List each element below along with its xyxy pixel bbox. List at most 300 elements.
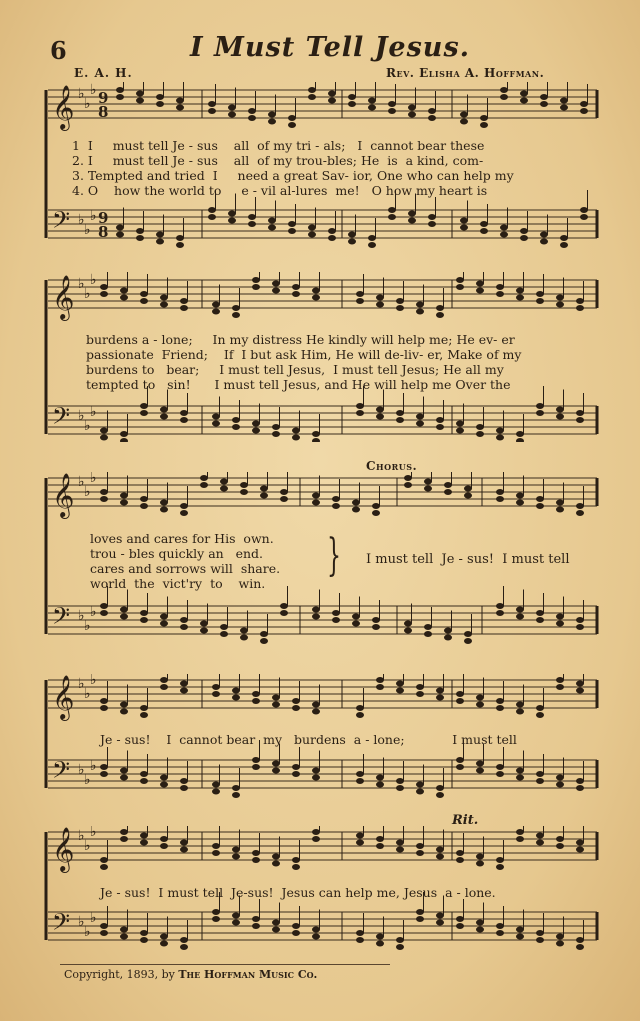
note-head — [500, 225, 508, 231]
note-head — [476, 768, 484, 774]
note-head — [100, 698, 108, 704]
note-head — [140, 930, 148, 936]
note-head — [312, 702, 320, 708]
note-head — [140, 403, 148, 409]
note-head — [308, 87, 316, 93]
note-head — [580, 214, 588, 220]
note-head — [576, 840, 584, 846]
note-head — [308, 232, 316, 238]
note-head — [176, 98, 184, 104]
note-head — [208, 207, 216, 213]
note-head — [140, 617, 148, 623]
note-head — [372, 503, 380, 509]
note-head — [180, 840, 188, 846]
note-head — [536, 930, 544, 936]
note-head — [464, 631, 472, 637]
note-head — [536, 705, 544, 711]
note-head — [160, 836, 168, 842]
note-head — [292, 698, 300, 704]
note-head — [516, 702, 524, 708]
note-head — [328, 98, 336, 104]
note-head — [212, 302, 220, 308]
note-head — [100, 705, 108, 711]
note-head — [536, 503, 544, 509]
note-head — [556, 302, 564, 308]
note-head — [436, 688, 444, 694]
note-head — [252, 284, 260, 290]
note-head — [180, 417, 188, 423]
treble-clef-icon: 𝄞 — [52, 473, 75, 517]
note-head — [436, 913, 444, 919]
flat-sign-icon: ♭ — [90, 674, 97, 688]
note-head — [136, 235, 144, 241]
note-head — [476, 861, 484, 867]
note-head — [140, 778, 148, 784]
note-head — [308, 225, 316, 231]
note-head — [100, 603, 108, 609]
note-head — [268, 119, 276, 125]
note-head — [480, 122, 488, 128]
flat-sign-icon: ♭ — [78, 676, 85, 692]
note-head — [376, 934, 384, 940]
note-head — [560, 105, 568, 111]
note-head — [176, 105, 184, 111]
music-system-4 — [42, 674, 602, 804]
note-head — [460, 218, 468, 224]
note-head — [252, 277, 260, 283]
note-head — [140, 496, 148, 502]
note-head — [272, 761, 280, 767]
note-head — [560, 242, 568, 248]
note-head — [376, 775, 384, 781]
note-head — [436, 847, 444, 853]
note-head — [180, 624, 188, 630]
note-head — [476, 854, 484, 860]
note-head — [576, 688, 584, 694]
note-head — [436, 792, 444, 798]
note-head — [180, 617, 188, 623]
note-head — [280, 603, 288, 609]
note-head — [252, 764, 260, 770]
note-head — [180, 681, 188, 687]
note-head — [156, 101, 164, 107]
note-head — [456, 428, 464, 434]
note-head — [332, 610, 340, 616]
note-head — [408, 105, 416, 111]
note-head — [516, 288, 524, 294]
note-head — [424, 486, 432, 492]
note-head — [456, 764, 464, 770]
note-head — [424, 479, 432, 485]
note-head — [252, 850, 260, 856]
note-head — [580, 101, 588, 107]
note-head — [556, 934, 564, 940]
note-head — [464, 638, 472, 644]
note-head — [176, 235, 184, 241]
note-head — [120, 829, 128, 835]
note-head — [464, 486, 472, 492]
composer-credit: Rev. Elisha A. Hoffman. — [386, 66, 545, 80]
note-head — [100, 610, 108, 616]
note-head — [312, 836, 320, 842]
note-head — [120, 500, 128, 506]
note-head — [160, 614, 168, 620]
note-head — [576, 298, 584, 304]
chorus-label: Chorus. — [366, 459, 418, 473]
note-head — [212, 309, 220, 315]
note-head — [160, 621, 168, 627]
note-head — [476, 424, 484, 430]
note-head — [396, 937, 404, 943]
note-head — [232, 305, 240, 311]
flat-sign-icon: ♭ — [84, 838, 91, 854]
note-head — [496, 489, 504, 495]
note-head — [496, 771, 504, 777]
note-head — [312, 438, 320, 442]
note-head — [556, 614, 564, 620]
note-head — [200, 621, 208, 627]
note-head — [328, 235, 336, 241]
note-head — [232, 688, 240, 694]
note-head — [480, 115, 488, 121]
note-head — [396, 847, 404, 853]
note-head — [540, 239, 548, 245]
note-head — [496, 603, 504, 609]
note-head — [580, 108, 588, 114]
note-head — [540, 232, 548, 238]
note-head — [496, 930, 504, 936]
note-head — [268, 218, 276, 224]
note-head — [500, 94, 508, 100]
note-head — [388, 207, 396, 213]
note-head — [536, 291, 544, 297]
bass-clef-icon: 𝄢 — [52, 756, 71, 789]
note-head — [368, 235, 376, 241]
note-head — [252, 428, 260, 434]
flat-sign-icon: ♭ — [78, 608, 85, 624]
note-head — [520, 98, 528, 104]
flat-sign-icon: ♭ — [84, 924, 91, 940]
flat-sign-icon: ♭ — [78, 212, 85, 228]
note-head — [312, 934, 320, 940]
note-head — [180, 298, 188, 304]
note-head — [376, 295, 384, 301]
note-head — [212, 684, 220, 690]
note-head — [476, 288, 484, 294]
note-head — [160, 684, 168, 690]
note-head — [120, 709, 128, 715]
time-signature: 9 — [98, 89, 109, 107]
note-head — [120, 288, 128, 294]
note-head — [404, 482, 412, 488]
note-head — [496, 705, 504, 711]
note-head — [332, 617, 340, 623]
note-head — [228, 218, 236, 224]
note-head — [212, 850, 220, 856]
note-head — [252, 421, 260, 427]
note-head — [444, 482, 452, 488]
time-signature: 8 — [98, 103, 109, 121]
note-head — [536, 840, 544, 846]
note-head — [456, 421, 464, 427]
chorus-lyrics: I must tell Je - sus! I must tell — [366, 552, 570, 567]
note-head — [100, 930, 108, 936]
note-head — [556, 684, 564, 690]
note-head — [260, 631, 268, 637]
note-head — [464, 493, 472, 499]
note-head — [444, 628, 452, 634]
note-head — [352, 614, 360, 620]
note-head — [352, 621, 360, 627]
note-head — [272, 281, 280, 287]
note-head — [476, 761, 484, 767]
note-head — [536, 617, 544, 623]
note-head — [160, 843, 168, 849]
note-head — [428, 214, 436, 220]
note-head — [456, 698, 464, 704]
note-head — [396, 785, 404, 791]
note-head — [240, 635, 248, 641]
note-head — [348, 232, 356, 238]
note-head — [516, 768, 524, 774]
note-head — [120, 934, 128, 940]
note-head — [100, 291, 108, 297]
note-head — [396, 417, 404, 423]
note-head — [404, 475, 412, 481]
note-head — [456, 284, 464, 290]
note-head — [576, 305, 584, 311]
note-head — [476, 431, 484, 437]
note-head — [220, 624, 228, 630]
note-head — [232, 695, 240, 701]
note-head — [456, 857, 464, 863]
note-head — [496, 857, 504, 863]
flat-sign-icon: ♭ — [84, 96, 91, 112]
note-head — [180, 305, 188, 311]
note-head — [436, 424, 444, 430]
note-head — [212, 414, 220, 420]
note-head — [272, 768, 280, 774]
note-head — [376, 941, 384, 947]
note-head — [272, 854, 280, 860]
note-head — [576, 617, 584, 623]
note-head — [436, 920, 444, 926]
note-head — [120, 493, 128, 499]
note-head — [404, 628, 412, 634]
note-head — [312, 709, 320, 715]
note-head — [308, 94, 316, 100]
note-head — [556, 782, 564, 788]
flat-sign-icon: ♭ — [84, 686, 91, 702]
note-head — [560, 235, 568, 241]
note-head — [220, 486, 228, 492]
note-head — [120, 614, 128, 620]
note-head — [352, 507, 360, 513]
note-head — [516, 295, 524, 301]
note-head — [516, 775, 524, 781]
note-head — [200, 475, 208, 481]
note-head — [416, 421, 424, 427]
note-head — [456, 277, 464, 283]
note-head — [272, 288, 280, 294]
lyric-line: 3. Tempted and tried I need a great Sav- ior, One who can help my — [72, 168, 514, 183]
note-head — [100, 857, 108, 863]
note-head — [536, 833, 544, 839]
note-head — [396, 840, 404, 846]
note-head — [516, 493, 524, 499]
note-head — [292, 923, 300, 929]
note-head — [416, 309, 424, 315]
note-head — [496, 496, 504, 502]
flat-sign-icon: ♭ — [90, 826, 97, 840]
note-head — [160, 414, 168, 420]
note-head — [376, 414, 384, 420]
note-head — [456, 757, 464, 763]
note-head — [100, 764, 108, 770]
note-head — [280, 610, 288, 616]
note-head — [212, 909, 220, 915]
note-head — [268, 112, 276, 118]
treble-clef-icon: 𝄞 — [52, 827, 75, 871]
note-head — [212, 691, 220, 697]
note-head — [120, 295, 128, 301]
note-head — [292, 291, 300, 297]
lyric-line: cares and sorrows will share. — [90, 561, 281, 576]
note-head — [120, 927, 128, 933]
note-head — [456, 691, 464, 697]
flat-sign-icon: ♭ — [90, 82, 97, 98]
note-head — [416, 789, 424, 795]
note-head — [576, 778, 584, 784]
note-head — [436, 854, 444, 860]
note-head — [404, 621, 412, 627]
music-system-1 — [42, 82, 602, 252]
note-head — [416, 916, 424, 922]
note-head — [312, 288, 320, 294]
note-head — [312, 500, 320, 506]
note-head — [388, 214, 396, 220]
note-head — [516, 934, 524, 940]
note-head — [116, 94, 124, 100]
note-head — [408, 218, 416, 224]
note-head — [140, 298, 148, 304]
note-head — [408, 211, 416, 217]
note-head — [556, 843, 564, 849]
note-head — [416, 850, 424, 856]
note-head — [460, 112, 468, 118]
flat-sign-icon: ♭ — [84, 222, 91, 238]
note-head — [252, 698, 260, 704]
note-head — [576, 785, 584, 791]
lyric-line: 4. O how the world to e - vil al-lures me! O how my heart is — [72, 183, 488, 198]
bass-clef-icon: 𝄢 — [52, 402, 71, 435]
flat-sign-icon: ♭ — [78, 762, 85, 778]
note-head — [272, 702, 280, 708]
note-head — [516, 500, 524, 506]
note-head — [116, 225, 124, 231]
note-head — [100, 496, 108, 502]
note-head — [312, 431, 320, 437]
note-head — [248, 115, 256, 121]
note-head — [576, 510, 584, 516]
note-head — [232, 847, 240, 853]
note-head — [576, 503, 584, 509]
note-head — [500, 87, 508, 93]
note-head — [160, 941, 168, 947]
note-head — [328, 228, 336, 234]
lyric-line: trou - bles quickly an end. — [90, 546, 264, 561]
note-head — [332, 503, 340, 509]
note-head — [200, 628, 208, 634]
note-head — [160, 295, 168, 301]
note-head — [312, 927, 320, 933]
bass-clef-icon: 𝄢 — [52, 206, 71, 239]
note-head — [496, 284, 504, 290]
note-head — [416, 414, 424, 420]
flat-sign-icon: ♭ — [90, 758, 97, 774]
note-head — [356, 840, 364, 846]
note-head — [416, 782, 424, 788]
flat-sign-icon: ♭ — [84, 484, 91, 500]
lyric-line: Je - sus! I must tell Je-sus! Jesus can help me, Jesus a - lone. — [100, 885, 496, 900]
flat-sign-icon: ♭ — [78, 276, 85, 292]
note-head — [416, 909, 424, 915]
note-head — [376, 302, 384, 308]
note-head — [476, 281, 484, 287]
note-head — [288, 228, 296, 234]
note-head — [292, 428, 300, 434]
note-head — [312, 775, 320, 781]
note-head — [280, 489, 288, 495]
note-head — [160, 782, 168, 788]
note-head — [140, 833, 148, 839]
note-head — [332, 496, 340, 502]
ritardando-mark: Rit. — [452, 813, 479, 828]
hymn-title: I Must Tell Jesus. — [189, 32, 471, 63]
treble-clef-icon: 𝄞 — [52, 85, 75, 129]
publisher-name: The Hoffman Music Co. — [178, 968, 318, 981]
note-head — [312, 493, 320, 499]
note-head — [436, 305, 444, 311]
note-head — [180, 937, 188, 943]
lyric-line: passionate Friend; If I but ask Him, He will de-liv- er, Make of my — [86, 347, 522, 362]
note-head — [576, 417, 584, 423]
note-head — [460, 119, 468, 125]
note-head — [160, 302, 168, 308]
note-head — [328, 91, 336, 97]
note-head — [480, 221, 488, 227]
note-head — [100, 428, 108, 434]
note-head — [496, 291, 504, 297]
lyric-line: Je - sus! I cannot bear my burdens a - lone; I must tell — [100, 732, 517, 747]
note-head — [220, 479, 228, 485]
flat-sign-icon: ♭ — [78, 914, 85, 930]
note-head — [180, 510, 188, 516]
note-head — [496, 428, 504, 434]
note-head — [396, 688, 404, 694]
note-head — [356, 937, 364, 943]
note-head — [556, 621, 564, 627]
note-head — [372, 510, 380, 516]
note-head — [100, 771, 108, 777]
note-head — [436, 695, 444, 701]
page-number: 6 — [50, 36, 67, 65]
note-head — [500, 232, 508, 238]
note-head — [248, 221, 256, 227]
note-head — [396, 681, 404, 687]
note-head — [116, 232, 124, 238]
time-signature: 8 — [98, 223, 109, 241]
